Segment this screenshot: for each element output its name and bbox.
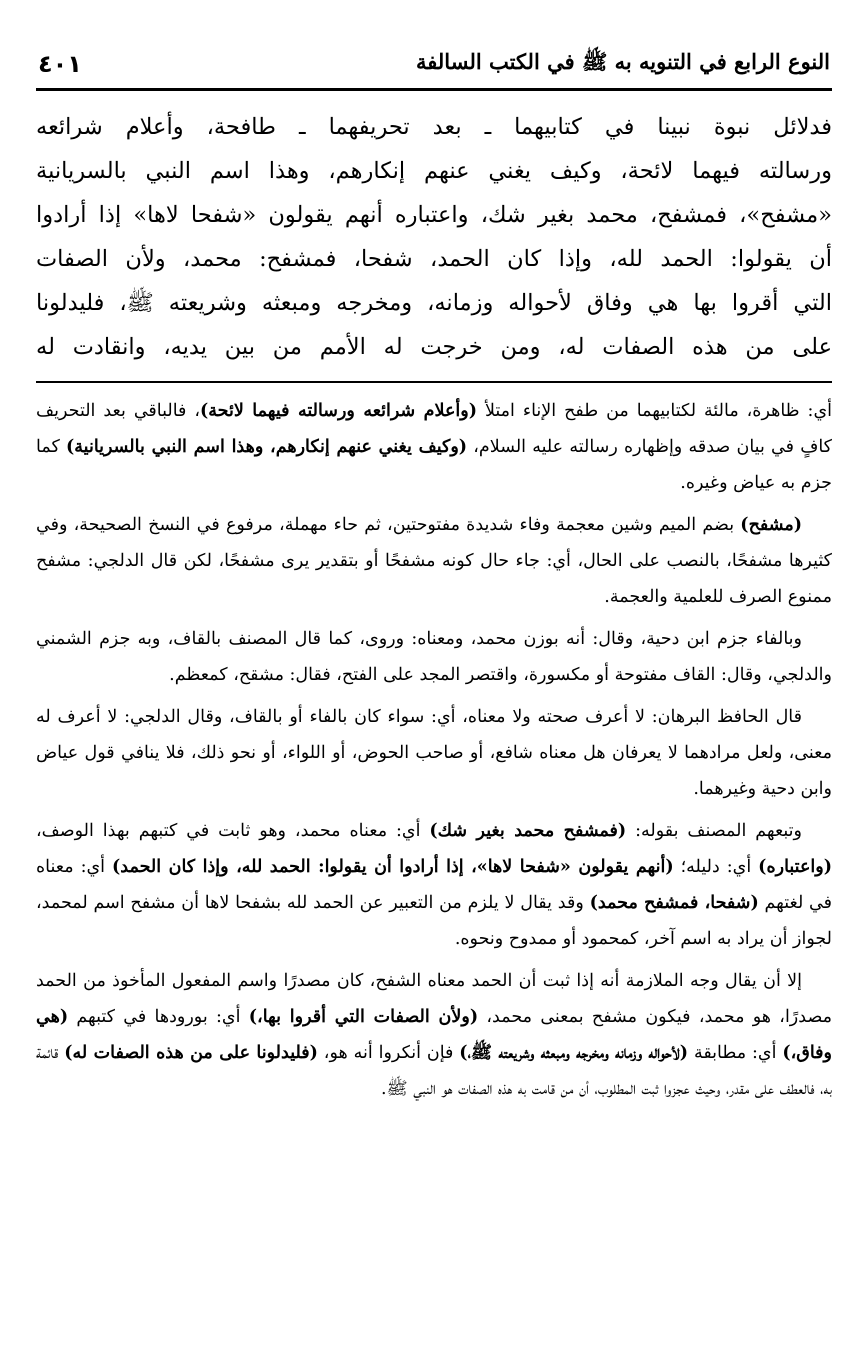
commentary-text: فإن أنكروا أنه هو، (317, 1043, 460, 1063)
quoted-matn: (شفحا، فمشفح محمد) (589, 893, 759, 913)
main-text-line: فدلائل نبوة نبينا في كتابيهما ـ بعد تحريفهما ـ طافحة، وأعلام شرائعه (36, 114, 832, 140)
quoted-matn: (واعتباره) (758, 857, 832, 877)
commentary-text: وتبعهم المصنف بقوله: (626, 821, 802, 841)
main-text (36, 105, 832, 369)
commentary-paragraph (36, 621, 832, 693)
quoted-matn: (فليدلونا على من هذه الصفات له) (64, 1043, 318, 1063)
commentary-text: إلا أن يقال وجه الملازمة أنه إذا ثبت أن الحمد معناه الشفح، كان مصدرًا واسم المفعول المأخوذ من الحمد مصدرًا، هو محمد، فيكون مشفح بمعنى محمد، (36, 971, 832, 1027)
quoted-matn: (لأحواله وزمانه ومخرجه ومبعثه وشريعته ﷺ،) (459, 1043, 689, 1063)
commentary-paragraph (36, 699, 832, 807)
commentary-paragraph (36, 393, 832, 501)
main-text-line: على من هذه الصفات له، ومن خرجت له الأمم من بين يديه، وانقادت له (36, 334, 832, 360)
commentary-text: كما جزم به عياض وغيره. (36, 437, 832, 493)
main-text-line: ورسالته فيهما لائحة، وكيف يغني عنهم إنكارهم، وهذا اسم النبي بالسريانية (36, 158, 832, 184)
commentary-text: وقد يقال لا يلزم من التعبير عن الحمد لله بشفحا لاها أن مشفح اسم لمحمد، لجواز أن يراد به اسم آخر، كمحمود أو ممدوح ونحوه. (36, 893, 832, 949)
quoted-matn: (وكيف يغني عنهم إنكارهم، وهذا اسم النبي بالسريانية) (66, 437, 468, 457)
main-text-line: «مشفح»، فمشفح، محمد بغير شك، واعتباره أنهم يقولون «شفحا لاها» إذا أرادوا (36, 202, 832, 228)
quoted-matn: (ولأن الصفات التي أقروا بها،) (248, 1007, 479, 1027)
quoted-matn: (أنهم يقولون «شفحا لاها»، إذا أرادوا أن يقولوا: الحمد لله، وإذا كان الحمد) (112, 857, 674, 877)
quoted-matn: (مشفح) (740, 515, 802, 535)
commentary-paragraph (36, 963, 832, 1107)
commentary-divider (36, 381, 832, 383)
quoted-matn: (هي وفاق،) (36, 1007, 832, 1063)
commentary-text: قال الحافظ البرهان: لا أعرف صحته ولا معناه، أي: سواء كان بالفاء أو بالقاف، وقال الدلجي: لا أعرف له معنى، ولعل مرادهما لا يعرفان هل معناه شافع، أو صاحب الحوض، أو اللواء، أو نحو ذلك، فلا ينافي قول عياض وابن دحية وغيرهما. (36, 707, 832, 799)
book-page (36, 40, 832, 1324)
commentary-text: بضم الميم وشين معجمة وفاء شديدة مفتوحتين، ثم حاء مهملة، مرفوع في النسخ الصحيحة، وفي كثيرها مشفحًا، بالنصب على الحال، أي: جاء حال كونه مشفحًا أو بتقدير يرى مشفحًا، لكن قال الدلجي: مشفح ممنوع الصرف للعلمية والعجمة. (36, 515, 832, 607)
header-title: النوع الرابع في التنويه به ﷺ في الكتب السالفة (416, 48, 830, 74)
commentary-text: وبالفاء جزم ابن دحية، وقال: أنه بوزن محمد، ومعناه: وروى، كما قال المصنف بالقاف، وبه جزم الشمني والدلجي، وقال: القاف مفتوحة أو مكسورة، واقتصر المجد على الفتح، فقال: مشقح، كمعظم. (36, 629, 832, 685)
commentary-text: أي: بورودها في كتبهم (68, 1007, 249, 1027)
commentary-text: أي: معناه في لغتهم (36, 857, 832, 913)
commentary-text: أي: مطابقة (688, 1043, 783, 1063)
quoted-matn: (وأعلام شرائعه ورسالته فيهما لائحة) (200, 401, 477, 421)
quoted-matn: (فمشفح محمد بغير شك) (429, 821, 627, 841)
running-header (36, 40, 832, 91)
commentary-text: أي: معناه محمد، وهو ثابت في كتبهم بهذا الوصف، (36, 821, 430, 841)
commentary-paragraph (36, 507, 832, 615)
commentary-text: أي: دليله؛ (673, 857, 759, 877)
page-number: ٤٠١ (38, 50, 82, 78)
main-text-line: التي أقروا بها هي وفاق لأحواله وزمانه، ومخرجه ومبعثه وشريعته ﷺ، فليدلونا (36, 290, 832, 316)
commentary-text: ، فالباقي بعد التحريف كافٍ في بيان صدقه وإظهاره رسالته عليه السلام، (36, 401, 833, 457)
commentary-text: أي: ظاهرة، مالئة لكتابيهما من طفح الإناء امتلأ (477, 401, 833, 421)
commentary-text: قائمة به، فالعطف على مقدر، وحيث عجزوا ثبت المطلوب، أن من قامت به هذه الصفات هو النبي ﷺ. (36, 1043, 832, 1099)
commentary (36, 393, 832, 1107)
commentary-paragraph (36, 813, 832, 957)
main-text-line: أن يقولوا: الحمد لله، وإذا كان الحمد، شفحا، فمشفح: محمد، ولأن الصفات (36, 246, 832, 272)
